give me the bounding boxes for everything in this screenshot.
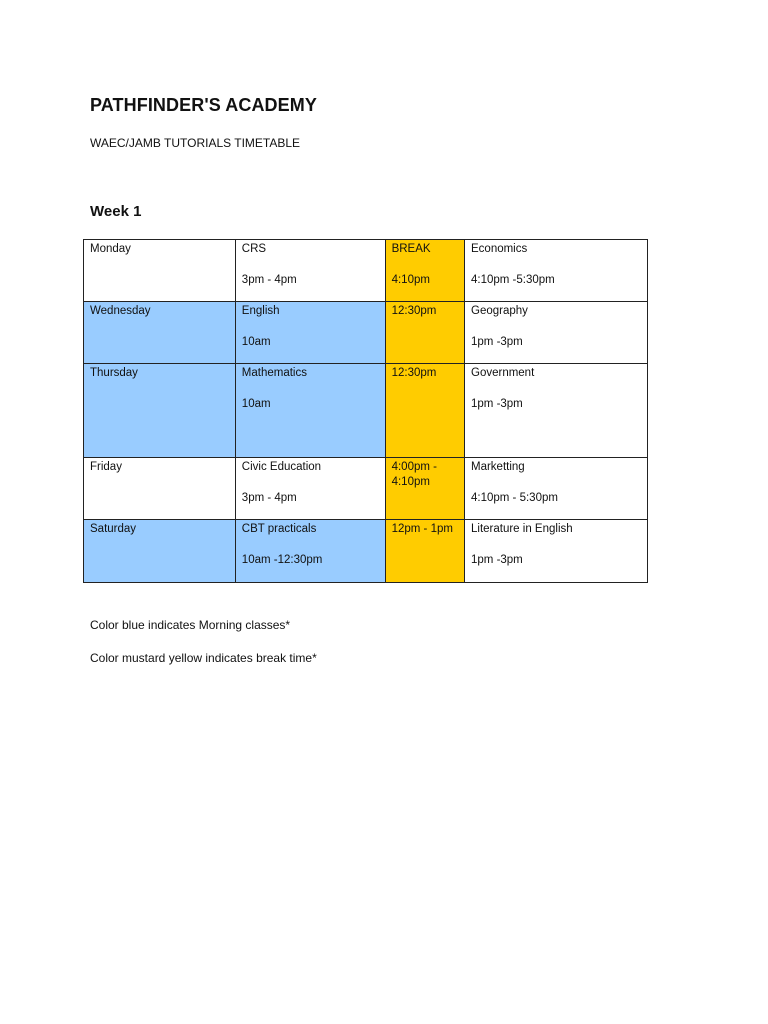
subject-label: Government bbox=[471, 367, 535, 379]
time-label: 3pm - 4pm bbox=[241, 492, 297, 504]
subject-label: Geography bbox=[471, 305, 528, 317]
break-label: BREAK bbox=[391, 243, 431, 255]
afternoon-class-cell bbox=[465, 458, 648, 520]
break-label: 12:30pm bbox=[391, 305, 437, 317]
table-row bbox=[84, 458, 648, 520]
time-label: 4:10pm - 5:30pm bbox=[471, 492, 558, 504]
time-label: 3pm - 4pm bbox=[241, 274, 297, 286]
morning-class-cell bbox=[235, 458, 385, 520]
document-title: PATHFINDER'S ACADEMY bbox=[90, 95, 317, 115]
table-row bbox=[84, 364, 648, 458]
time-label: 4:10pm -5:30pm bbox=[471, 274, 555, 286]
day-cell bbox=[84, 240, 236, 302]
table-row bbox=[84, 520, 648, 583]
table-row bbox=[84, 240, 648, 302]
time-label: 1pm -3pm bbox=[471, 336, 523, 348]
subject-label: Literature in English bbox=[471, 523, 573, 535]
afternoon-class-cell bbox=[465, 240, 648, 302]
table-row bbox=[84, 302, 648, 364]
time-label: 10am bbox=[241, 398, 271, 410]
time-label: 1pm -3pm bbox=[471, 398, 523, 410]
timetable bbox=[83, 239, 648, 583]
afternoon-class-cell bbox=[465, 364, 648, 458]
day-cell bbox=[84, 302, 236, 364]
break-cell bbox=[385, 520, 464, 583]
document-subtitle: WAEC/JAMB TUTORIALS TIMETABLE bbox=[90, 136, 301, 150]
day-cell bbox=[84, 458, 236, 520]
legend-note-morning: Color blue indicates Morning classes* bbox=[90, 618, 291, 632]
subject-label: English bbox=[241, 305, 280, 317]
afternoon-class-cell bbox=[465, 302, 648, 364]
subject-label: Civic Education bbox=[241, 461, 322, 473]
day-label: Thursday bbox=[90, 367, 138, 379]
break-cell bbox=[385, 240, 464, 302]
time-label: 10am bbox=[241, 336, 271, 348]
break-label: 12:30pm bbox=[391, 367, 437, 379]
subject-label: Mathematics bbox=[241, 367, 307, 379]
break-time-label: 4:10pm bbox=[391, 274, 430, 286]
time-label: 10am -12:30pm bbox=[241, 554, 323, 566]
break-cell bbox=[385, 364, 464, 458]
break-label: 4:00pm - bbox=[391, 461, 437, 473]
subject-label: Economics bbox=[471, 243, 528, 255]
day-cell bbox=[84, 520, 236, 583]
morning-class-cell bbox=[235, 520, 385, 583]
break-cell bbox=[385, 302, 464, 364]
afternoon-class-cell bbox=[465, 520, 648, 583]
break-time-label: 4:10pm bbox=[391, 476, 430, 488]
day-label: Wednesday bbox=[90, 305, 151, 317]
morning-class-cell bbox=[235, 302, 385, 364]
morning-class-cell bbox=[235, 240, 385, 302]
break-cell bbox=[385, 458, 464, 520]
week-heading: Week 1 bbox=[90, 203, 142, 220]
morning-class-cell bbox=[235, 364, 385, 458]
subject-label: CBT practicals bbox=[241, 523, 317, 535]
day-label: Saturday bbox=[90, 523, 137, 535]
subject-label: Marketting bbox=[471, 461, 525, 473]
break-label: 12pm - 1pm bbox=[391, 523, 453, 535]
subject-label: CRS bbox=[241, 243, 267, 255]
day-label: Monday bbox=[90, 243, 131, 255]
day-label: Friday bbox=[90, 461, 122, 473]
legend-note-break: Color mustard yellow indicates break time* bbox=[90, 651, 317, 665]
day-cell bbox=[84, 364, 236, 458]
time-label: 1pm -3pm bbox=[471, 554, 523, 566]
